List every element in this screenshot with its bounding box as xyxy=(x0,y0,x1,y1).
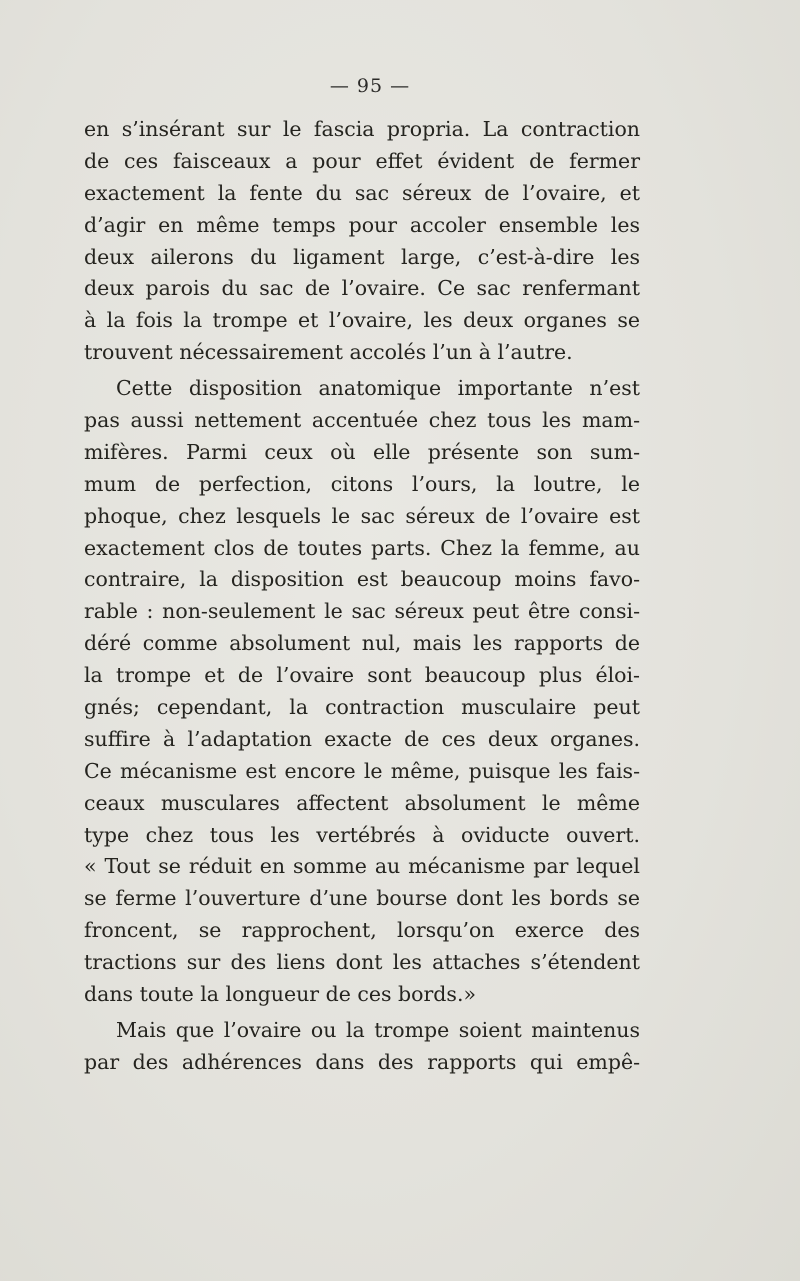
page-number: — 95 — xyxy=(329,75,411,97)
text-line: Cette disposition anatomique importante n’est xyxy=(116,376,640,401)
text-line: « Tout se réduit en somme au mécanisme par lequel xyxy=(84,854,640,879)
text-line: pas aussi nettement accentuée chez tous les mam- xyxy=(84,408,640,433)
text-line: Ce mécanisme est encore le même, puisque les fais- xyxy=(84,758,640,783)
paragraph-1 xyxy=(84,114,640,369)
text-line: exactement clos de toutes parts. Chez la femme, au xyxy=(84,535,640,560)
paragraph-2 xyxy=(84,373,640,1011)
text-line: contraire, la disposition est beaucoup moins favo- xyxy=(84,567,640,592)
paragraph-3 xyxy=(84,1015,640,1079)
text-line: la trompe et de l’ovaire sont beaucoup plus éloi- xyxy=(84,663,640,688)
text-line: ceaux musculares affectent absolument le même xyxy=(84,790,640,815)
text-line: deux ailerons du ligament large, c’est-à-dire les xyxy=(84,244,640,269)
text-line: froncent, se rapprochent, lorsqu’on exerce des xyxy=(84,918,640,943)
text-line: type chez tous les vertébrés à oviducte ouvert. xyxy=(84,822,640,847)
text-line: en s’insérant sur le fascia propria. La contraction xyxy=(84,117,640,141)
text-line: exactement la fente du sac séreux de l’ovaire, et xyxy=(84,180,640,205)
text-line: par des adhérences dans des rapports qui empê- xyxy=(84,1049,640,1074)
text-line: dans toute la longueur de ces bords.» xyxy=(84,982,477,1007)
text-line: à la fois la trompe et l’ovaire, les deux organes se xyxy=(84,308,640,333)
body-text xyxy=(84,114,640,1079)
text-line: de ces faisceaux a pour effet évident de fermer xyxy=(84,148,640,173)
text-line: Mais que l’ovaire ou la trompe soient maintenus xyxy=(116,1017,640,1042)
text-line: phoque, chez lesquels le sac séreux de l’ovaire est xyxy=(84,503,640,528)
text-line: déré comme absolument nul, mais les rapports de xyxy=(84,631,640,656)
text-line: se ferme l’ouverture d’une bourse dont les bords se xyxy=(84,886,640,911)
text-line: tractions sur des liens dont les attaches s’étendent xyxy=(84,950,640,975)
text-line: d’agir en même temps pour accoler ensemble les xyxy=(84,212,640,237)
text-line: trouvent nécessairement accolés l’un à l’autre. xyxy=(84,340,573,365)
text-line: mifères. Parmi ceux où elle présente son sum- xyxy=(84,439,640,464)
text-line: suffire à l’adaptation exacte de ces deux organes. xyxy=(84,726,640,751)
text-line: deux parois du sac de l’ovaire. Ce sac renfermant xyxy=(84,276,640,301)
text-line: mum de perfection, citons l’ours, la loutre, le xyxy=(84,471,640,496)
text-line: gnés; cependant, la contraction musculaire peut xyxy=(84,695,640,720)
text-line: rable : non-seulement le sac séreux peut être consi- xyxy=(84,599,640,624)
